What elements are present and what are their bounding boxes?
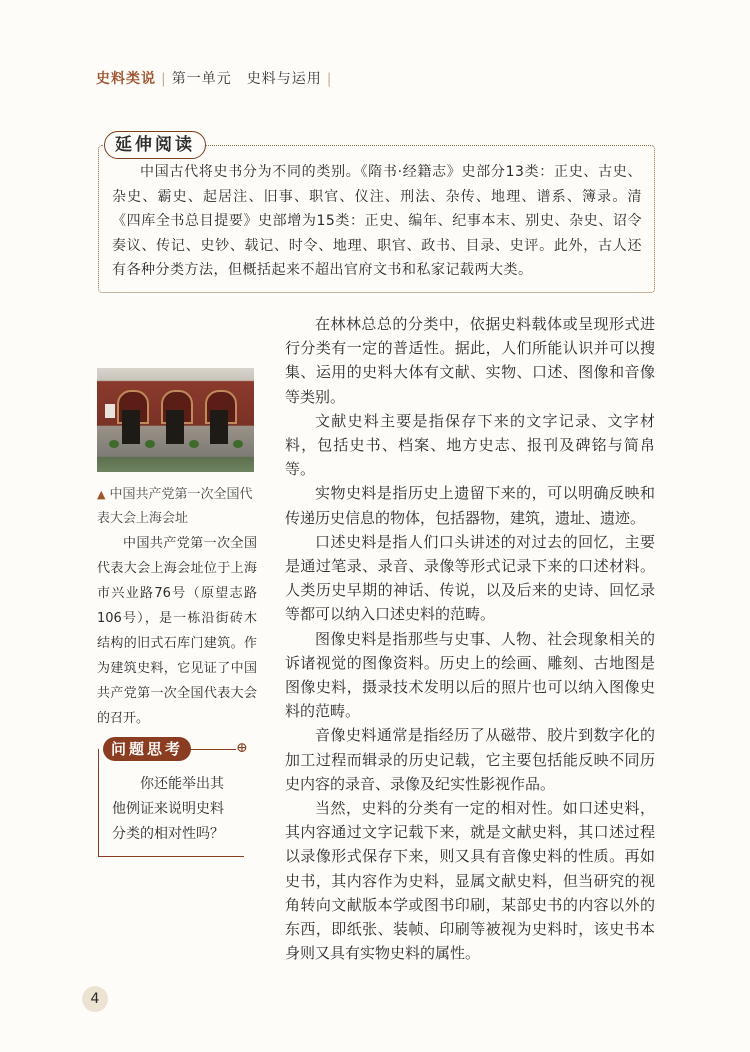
extended-reading-title: 延伸阅读 xyxy=(104,131,206,159)
think-question: 你还能举出其他例证来说明史料分类的相对性吗？ xyxy=(112,776,224,842)
photo-plant xyxy=(109,440,119,448)
photo-description: 中国共产党第一次全国代表大会上海会址位于上海市兴业路76号（原望志路106号），是一栋沿街砖木结构的旧式石库门建筑。作为建筑史料，它见证了中国共产党第一次全国代表大会的召开。 xyxy=(97,536,257,726)
photo-door xyxy=(210,410,228,444)
paragraph: 当然，史料的分类有一定的相对性。如口述史料，其内容通过文字记载下来，就是文献史料，其口述过程以录像形式保存下来，则又具有音像史料的性质。再如史书，其内容作为史料，显属文献史料，但当研究的视角转向文献版本学或图书印刷，某部史书的内容以外的东西，即纸张、装帧、印刷等被视为史料时，该史书本身则又具有实物史料的属性。 xyxy=(285,799,655,963)
think-title-rule xyxy=(186,749,236,750)
paragraph: 音像史料通常是指经历了从磁带、胶片到数字化的加工过程而辑录的历史记载，它主要包括能反映不同历史内容的录音、录像及纪实性影视作品。 xyxy=(285,726,655,793)
paragraph: 口述史料是指人们口头讲述的对过去的回忆，主要是通过笔录、录音、录像等形式记录下来的口述材料。人类历史早期的神话、传说，以及后来的史诗、回忆录等都可以纳入口述史料的范畴。 xyxy=(285,532,655,624)
site-photo xyxy=(97,368,254,472)
paragraph: 在林林总总的分类中，依据史料载体或呈现形式进行分类有一定的普适性。据此，人们所能认识并可以搜集、运用的史料大体有文献、实物、口述、图像和音像等类别。 xyxy=(285,315,655,406)
crosshair-icon: ⊕ xyxy=(236,740,248,756)
photo-door xyxy=(122,410,140,444)
extended-reading-text: 中国古代将史书分为不同的类别。《隋书·经籍志》史部分13类：正史、古史、杂史、霸史、起居注、旧事、职官、仪注、刑法、杂传、地理、谱系、簿录。清《四库全书总目提要》史部增为15类：正史、编年、纪事本末、别史、杂史、诏令奏议、传记、史钞、载记、时令、地理、职官、政书、目录、史评。此外，古人还有各种分类方法，但概括起来不超出官府文书和私家记载两大类。 xyxy=(112,164,642,278)
photo-sign xyxy=(105,404,115,418)
photo-plant xyxy=(189,440,199,448)
paragraph: 文献史料主要是指保存下来的文字记录、文字材料，包括史书、档案、地方史志、报刊及碑铭与简帛等。 xyxy=(285,411,655,479)
running-header xyxy=(96,68,337,88)
think-box-border xyxy=(98,856,244,857)
caption-text: 中国共产党第一次全国代表大会上海会址 xyxy=(97,487,253,526)
main-text xyxy=(285,312,655,965)
caption-marker: ▲ xyxy=(97,488,106,501)
photo-caption xyxy=(97,483,257,531)
series-title: 史料类说 xyxy=(96,71,156,87)
photo-plant xyxy=(145,440,155,448)
header-separator: | xyxy=(161,71,167,87)
photo-plant xyxy=(233,440,243,448)
header-end-separator: | xyxy=(326,71,333,87)
paragraph: 图像史料是指那些与史事、人物、社会现象相关的诉诸视觉的图像资料。历史上的绘画、雕刻、古地图是图像史料，摄录技术发明以后的照片也可以纳入图像史料的范畴。 xyxy=(285,629,655,721)
think-title: 问题思考 xyxy=(103,737,191,761)
photo-door xyxy=(166,410,184,444)
think-box-border xyxy=(98,749,99,856)
paragraph: 实物史料是指历史上遗留下来的，可以明确反映和传递历史信息的物体，包括器物，建筑，遗址、遗迹。 xyxy=(285,484,655,527)
page-number: 4 xyxy=(82,986,108,1012)
unit-title: 第一单元 史料与运用 xyxy=(171,71,322,87)
